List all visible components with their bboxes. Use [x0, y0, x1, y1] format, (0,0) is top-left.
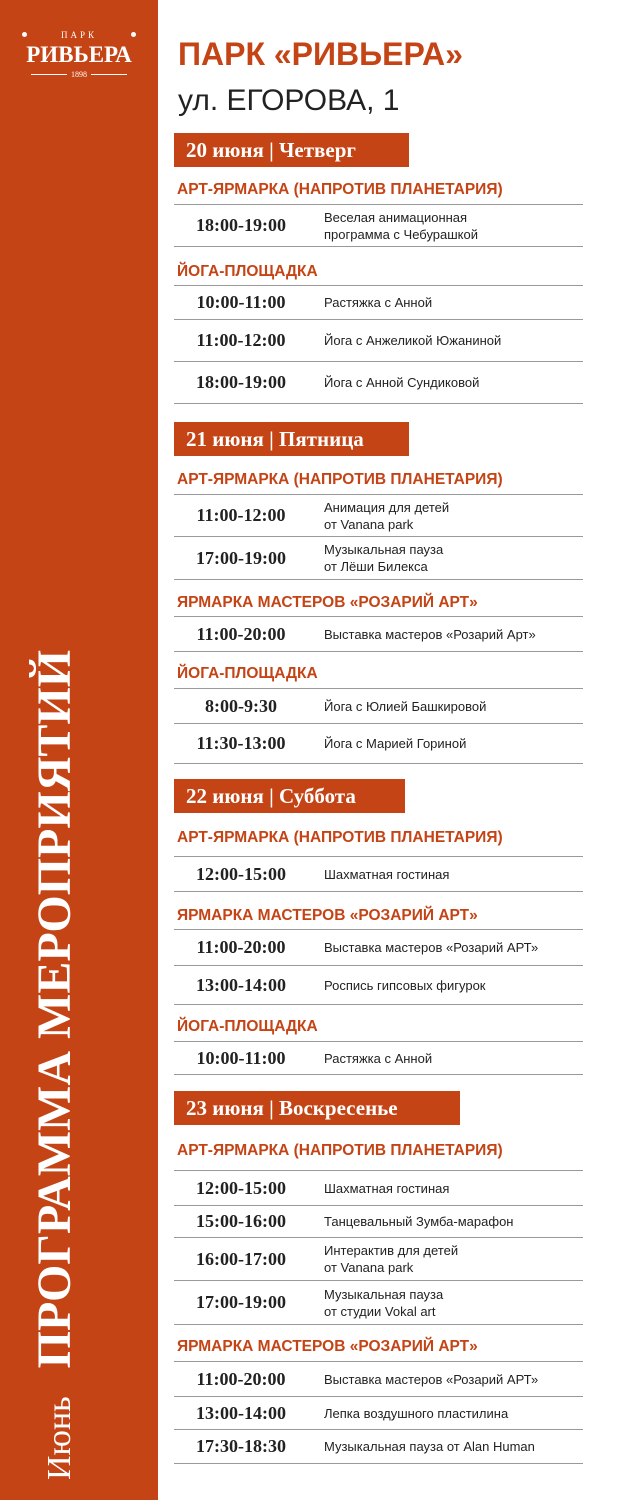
event-row [174, 1397, 583, 1430]
logo-dot-icon [22, 32, 27, 37]
event-time: 11:00-20:00 [196, 937, 286, 957]
event-time: 13:00-14:00 [196, 1402, 286, 1423]
venue-title: АРТ-ЯРМАРКА (НАПРОТИВ ПЛАНЕТАРИЯ) [177, 1142, 503, 1159]
month-label: Июнь [41, 1396, 78, 1480]
venue-title: АРТ-ЯРМАРКА (НАПРОТИВ ПЛАНЕТАРИЯ) [177, 471, 503, 488]
event-time: 13:00-14:00 [196, 974, 286, 995]
logo-year: 1898 [71, 70, 87, 79]
event-time: 11:30-13:00 [196, 733, 286, 753]
event-description: Йога с Юлией Башкировой [324, 698, 487, 714]
logo-wordmark: РИВЬЕРА [26, 42, 132, 67]
event-description: Растяжка с Анной [324, 295, 433, 310]
day-header: 20 июня | Четверг [174, 133, 409, 167]
day-header: 23 июня | Воскресенье [174, 1091, 460, 1125]
event-description: Растяжка с Анной [324, 1050, 433, 1066]
venue-title: АРТ-ЯРМАРКА (НАПРОТИВ ПЛАНЕТАРИЯ) [177, 829, 503, 846]
event-row [174, 1361, 583, 1397]
event-description: Выставка мастеров «Розарий АРТ» [324, 1371, 539, 1387]
event-row [174, 1430, 583, 1464]
event-description: Анимация для детей от Vanana park [324, 499, 450, 532]
event-time: 18:00-19:00 [196, 372, 286, 392]
event-description: Йога с Анной Сундиковой [324, 375, 480, 390]
sidebar-banner [0, 0, 158, 1500]
event-row [174, 1170, 583, 1206]
event-row [174, 320, 583, 362]
event-row [174, 1041, 583, 1075]
event-description: Веселая анимационная программа с Чебурашкой [324, 209, 479, 242]
event-time: 10:00-11:00 [196, 292, 286, 312]
event-row [174, 856, 583, 892]
venue-title: ЙОГА-ПЛОЩАДКА [177, 263, 318, 280]
venue-title: ЯРМАРКА МАСТЕРОВ «РОЗАРИЙ АРТ» [177, 907, 478, 924]
venue-title: ЙОГА-ПЛОЩАДКА [177, 665, 318, 682]
venue-title: ЙОГА-ПЛОЩАДКА [177, 1018, 318, 1035]
event-description: Музыкальная пауза от студии Vokal art [324, 1286, 444, 1319]
event-description: Шахматная гостиная [324, 1180, 450, 1196]
event-time: 11:00-12:00 [196, 330, 286, 350]
event-row [174, 616, 583, 652]
logo-dot-icon [131, 32, 136, 37]
program-title: ПРОГРАММА МЕРОПРИЯТИЙ [28, 649, 81, 1369]
park-address: ул. ЕГОРОВА, 1 [178, 84, 400, 117]
logo-divider [91, 74, 127, 75]
event-row [174, 1281, 583, 1325]
event-description: Музыкальная пауза от Alan Human [324, 1439, 535, 1454]
venue-title: АРТ-ЯРМАРКА (НАПРОТИВ ПЛАНЕТАРИЯ) [177, 181, 503, 198]
event-time: 17:30-18:30 [196, 1436, 286, 1456]
event-time: 16:00-17:00 [196, 1248, 286, 1269]
event-time: 11:00-20:00 [196, 1368, 286, 1389]
event-description: Шахматная гостиная [324, 866, 450, 882]
event-time: 12:00-15:00 [196, 1177, 286, 1198]
event-description: Танцевальный Зумба-марафон [324, 1214, 514, 1229]
event-row [174, 537, 583, 580]
day-header: 22 июня | Суббота [174, 779, 405, 813]
event-row [174, 724, 583, 764]
event-time: 17:00-19:00 [196, 1292, 286, 1312]
event-time: 15:00-16:00 [196, 1211, 286, 1231]
event-time: 8:00-9:30 [205, 695, 277, 716]
logo-year-line [0, 70, 158, 79]
logo-divider [31, 74, 67, 75]
event-description: Роспись гипсовых фигурок [324, 977, 486, 993]
event-description: Лепка воздушного пластилина [324, 1405, 509, 1421]
park-logo [0, 30, 158, 79]
event-time: 18:00-19:00 [196, 215, 286, 235]
event-row [174, 688, 583, 724]
park-title: ПАРК «РИВЬЕРА» [178, 36, 463, 72]
event-time: 11:00-12:00 [196, 505, 286, 525]
day-header: 21 июня | Пятница [174, 422, 409, 456]
event-description: Выставка мастеров «Розарий АРТ» [324, 940, 539, 955]
event-row [174, 1238, 583, 1281]
event-time: 10:00-11:00 [196, 1047, 286, 1068]
event-row [174, 285, 583, 320]
event-row [174, 966, 583, 1005]
venue-title: ЯРМАРКА МАСТЕРОВ «РОЗАРИЙ АРТ» [177, 594, 478, 611]
event-description: Йога с Анжеликой Южаниной [324, 333, 502, 348]
event-description: Йога с Марией Гориной [324, 736, 467, 751]
logo-caption: ПАРК [60, 30, 97, 40]
venue-title: ЯРМАРКА МАСТЕРОВ «РОЗАРИЙ АРТ» [177, 1338, 478, 1355]
event-time: 11:00-20:00 [196, 623, 286, 644]
event-description: Выставка мастеров «Розарий Арт» [324, 626, 536, 642]
event-description: Музыкальная пауза от Лёши Билекса [324, 542, 444, 574]
event-row [174, 494, 583, 537]
event-row [174, 1206, 583, 1238]
event-row [174, 929, 583, 966]
event-row [174, 362, 583, 404]
event-time: 12:00-15:00 [196, 863, 286, 884]
vertical-heading [27, 480, 82, 1480]
event-row [174, 204, 583, 247]
event-description: Интерактив для детей от Vanana park [324, 1243, 459, 1275]
event-time: 17:00-19:00 [196, 547, 286, 568]
